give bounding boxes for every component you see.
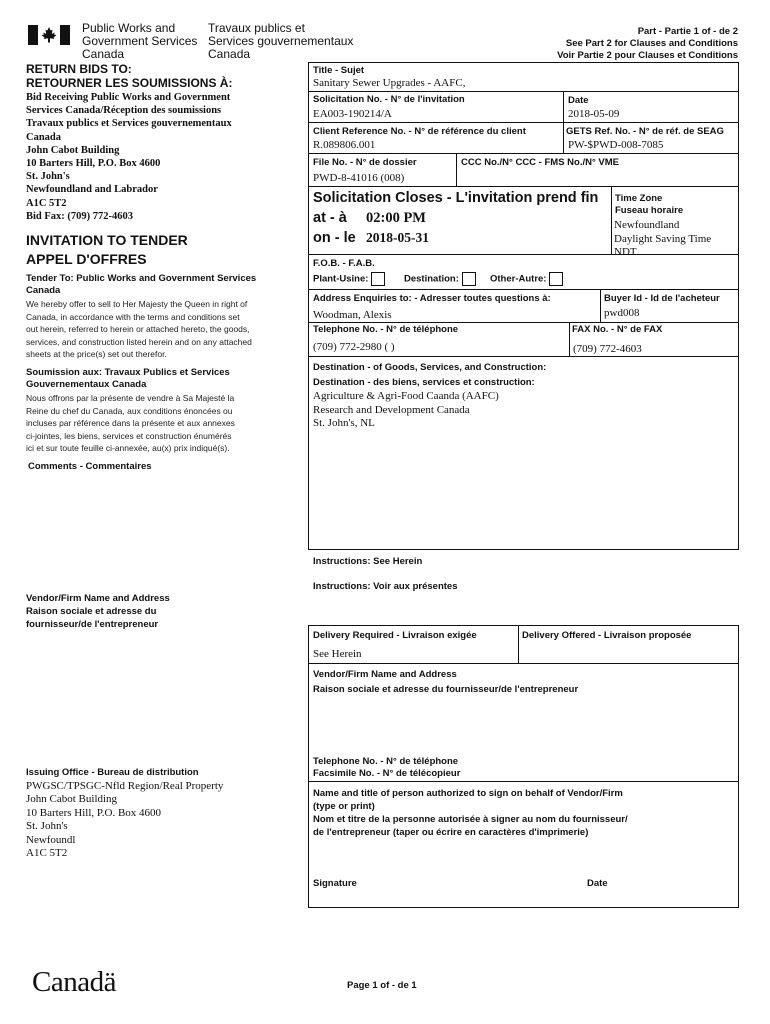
date-label: Date [568,95,589,106]
bid-fax: Bid Fax: (709) 772-4603 [26,210,134,222]
instructions-en: Instructions: See Herein [313,556,423,567]
address-line: A1C 5T2 [26,197,67,209]
soumission-line: Soumission aux: Travaux Publics et Services [26,367,230,378]
tender-to [26,273,256,297]
vendor-name-address-label [313,667,578,697]
department-name-fr [208,22,353,61]
time-zone-line: Newfoundland [614,219,680,231]
invitation-en: INVITATION TO TENDER [26,232,188,248]
see-part-fr: Voir Partie 2 pour Clauses et Conditions [557,50,738,61]
destination-goods-en: Destination - of Goods, Services, and Construction: [313,362,547,373]
authorized-person-field[interactable] [310,842,735,872]
vendor-name-address-field[interactable] [310,698,735,750]
vendor-left-line: fournisseur/de l'entrepreneur [26,619,159,630]
issuing-line: Newfoundl [26,833,76,846]
address-line: Travaux publics et Services gouvernementaux [26,118,232,130]
address-line: Canada [26,131,62,143]
tender-to-line: Tender To: Public Works and Government Services [26,273,257,284]
other-label: Other-Autre: [490,273,547,285]
solicitation-label: Solicitation No. - N° de l'invitation [313,94,465,105]
canada-wordmark: Canadä [32,966,116,998]
address-line: St. John's [26,171,70,183]
title-label: Title - Sujet [313,65,365,76]
address-line: 10 Barters Hill, P.O. Box 4600 [26,158,161,170]
authorized-person-label [313,787,628,839]
dept-fr-line: Travaux publics et [208,21,305,35]
plant-label: Plant-Usine: [313,273,369,285]
fax-value: (709) 772-4603 [573,343,642,355]
destination-goods-line: Agriculture & Agri-Food Caanda (AAFC) [313,390,499,402]
invitation-fr: APPEL D'OFFRES [26,251,147,267]
file-no-value: PWD-8-41016 (008) [313,172,405,184]
comments-label: Comments - Commentaires [28,461,152,472]
time-zone-line: Daylight Saving Time [614,232,712,245]
canada-flag-icon [28,25,70,45]
file-no-label: File No. - N° de dossier [313,157,417,168]
return-bids-address [26,91,232,223]
vendor-facsimile-label: Facsimile No. - N° de télécopieur [313,768,461,779]
department-name-en [82,22,197,61]
fob-label: F.O.B. - F.A.B. [313,258,375,269]
destination-checkbox[interactable] [462,272,476,286]
return-bids-fr: RETOURNER LES SOUMISSIONS À: [26,76,233,90]
closes-at-value: 02:00 PM [366,210,426,226]
dept-en-line: Government Services [82,34,198,48]
part-info [557,26,738,62]
instructions-fr: Instructions: Voir aux présentes [313,581,458,592]
offer-en-line: sheets at the price(s) set out therefor. [26,349,167,359]
authorized-person-line: Name and title of person authorized to sign on behalf of Vendor/Firm [313,788,623,799]
address-enquiries-label: Address Enquiries to: - Adresser toutes questions à: [313,293,551,304]
offer-fr-line: ici et sur toute feuille ci-annexée, au(x) prix indiqué(s). [26,443,230,453]
offer-text-fr [26,392,235,455]
return-bids-en: RETURN BIDS TO: [26,62,132,76]
see-part-en: See Part 2 for Clauses and Conditions [565,38,738,49]
ccc-label: CCC No./N° CCC - FMS No./N° VME [461,157,620,168]
telephone-value: (709) 772-2980 ( ) [313,341,395,353]
issuing-office-label: Issuing Office - Bureau de distribution [26,767,199,778]
issuing-line: PWGSC/TPSGC-Nfld Region/Real Property [26,780,224,792]
fax-label: FAX No. - N° de FAX [572,324,663,335]
solicitation-closes-title: Solicitation Closes - L'invitation prend fin [313,190,599,206]
date-value: 2018-05-09 [568,108,620,120]
destination-goods-fr: Destination - des biens, services et construction: [313,377,535,388]
delivery-offered-label: Delivery Offered - Livraison proposée [522,630,692,641]
issuing-line: 10 Barters Hill, P.O. Box 4600 [26,806,162,819]
destination-goods-label [313,360,546,390]
part-number: Part - Partie 1 of - de 2 [637,26,738,37]
signature-date-label: Date [587,878,608,889]
offer-fr-line: ci-jointes, les biens, services et construction énumérés [26,430,232,441]
offer-en-line: services, and construction listed herein and on any attached [26,336,252,347]
vendor-left-line: Vendor/Firm Name and Address [26,593,170,604]
offer-en-line: We hereby offer to sell to Her Majesty the Queen in right of [26,299,248,309]
address-enquiries-value: Woodman, Alexis [313,309,392,321]
issuing-office-address [26,780,223,860]
offer-en-line: Canada, in accordance with the terms and conditions set [26,311,240,322]
plant-usine [313,272,385,286]
time-zone-line: NDT [614,246,637,258]
offer-fr-line: incluses par référence dans la présente et aux annexes [26,418,235,428]
address-line: Newfoundland and Labrador [26,184,158,196]
closes-on-value: 2018-05-31 [366,230,429,245]
buyer-id-value: pwd008 [604,307,640,319]
authorized-person-line: (type or print) [313,801,375,812]
soumission-line: Gouvernementaux Canada [26,379,147,390]
offer-fr-line: Reine du chef du Canada, aux conditions énoncées ou [26,405,233,416]
destination-label: Destination: [404,273,459,285]
dept-en-line: Canada [82,47,125,61]
closes-on-label: on - le [313,230,356,246]
client-ref-value: R.089806.001 [313,139,376,151]
dept-fr-line: Canada [208,47,251,61]
vendor-label-en: Vendor/Firm Name and Address [313,669,457,680]
vendor-left-label [26,592,170,631]
vendor-left-line: Raison sociale et adresse du [26,606,157,617]
signature-label: Signature [313,878,357,889]
soumission-aux [26,367,230,391]
destination-goods-value [313,390,499,431]
telephone-label: Telephone No. - N° de téléphone [313,324,459,335]
invitation-to-tender-heading [26,231,188,269]
authorized-person-line: de l'entrepreneur (taper ou écrire en caractères d'imprimerie) [313,827,589,838]
destination-goods-line: Research and Development Canada [313,403,470,416]
page-number: Page 1 of - de 1 [347,980,417,991]
issuing-line: John Cabot Building [26,793,118,806]
tender-to-line: Canada [26,285,61,296]
destination-goods-line: St. John's, NL [313,417,375,429]
solicitation-value: EA003-190214/A [313,108,392,120]
destination-option [404,272,476,286]
buyer-id-label: Buyer Id - Id de l'acheteur [604,293,720,304]
delivery-required-label: Delivery Required - Livraison exigée [313,630,477,641]
dept-fr-line: Services gouvernementaux [208,34,354,48]
gets-ref-label: GETS Ref. No. - N° de réf. de SEAG [566,126,724,137]
issuing-line: St. John's [26,820,68,833]
time-zone-fr: Fuseau horaire [615,205,684,216]
closes-at-label: at - à [313,210,347,226]
authorized-person-line: Nom et titre de la personne autorisée à signer au nom du fournisseur/ [313,814,628,825]
return-bids-title [26,62,232,90]
title-value: Sanitary Sewer Upgrades - AAFC, [313,77,466,89]
client-ref-label: Client Reference No. - N° de référence du client [313,126,526,137]
offer-en-line: out herein, referred to herein or attached hereto, the goods, [26,324,250,334]
other-checkbox[interactable] [549,272,563,286]
address-line: Services Canada/Réception des soumissions [26,105,222,117]
delivery-offered-field[interactable] [520,645,735,661]
address-line: Bid Receiving Public Works and Government [26,92,231,103]
delivery-required-value: See Herein [313,648,362,660]
other-option [490,272,563,286]
dept-en-line: Public Works and [82,21,176,35]
issuing-line: A1C 5T2 [26,847,68,860]
plant-checkbox[interactable] [371,272,385,286]
offer-fr-line: Nous offrons par la présente de vendre à Sa Majesté la [26,393,235,403]
vendor-label-fr: Raison sociale et adresse du fournisseur/de l'entrepreneur [313,684,579,695]
gets-ref-value: PW-$PWD-008-7085 [568,139,664,151]
vendor-telephone-label: Telephone No. - N° de téléphone [313,756,459,767]
offer-text-en [26,298,252,361]
time-zone-en: Time Zone [615,193,663,204]
address-line: John Cabot Building [26,144,120,156]
time-zone-label [615,193,683,217]
